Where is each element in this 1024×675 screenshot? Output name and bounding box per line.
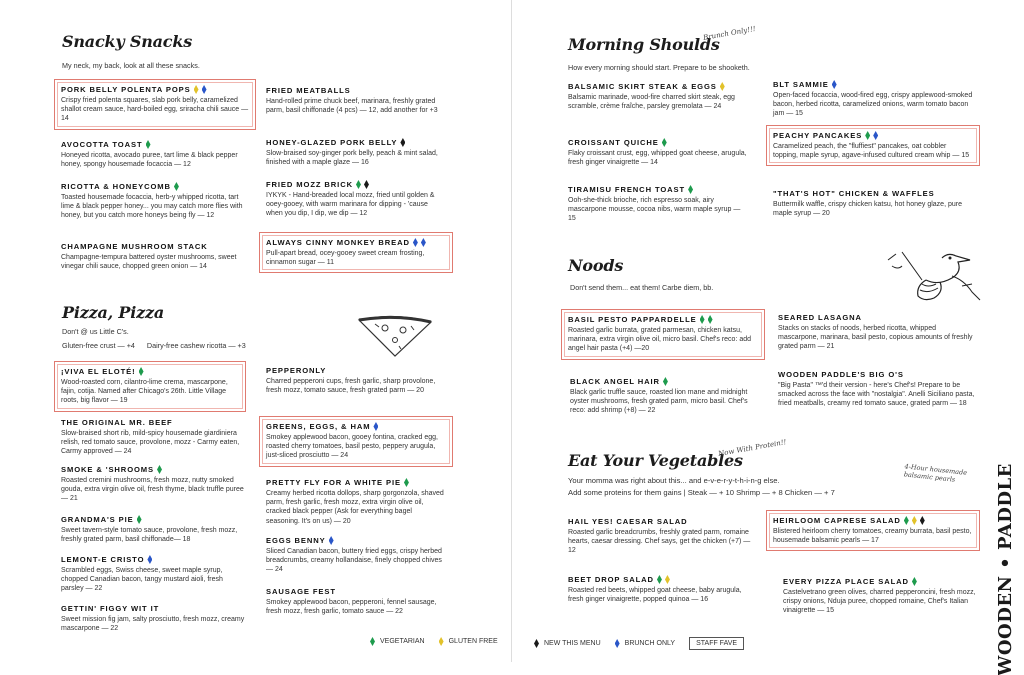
menu-item: GETTIN' FIGGY WIT IT Sweet mission fig jam, salty prosciutto, fresh mozz, creamy mascarpone — 22 [61, 604, 245, 633]
brunch-only-icon [147, 555, 152, 564]
vegetarian-icon [137, 515, 142, 524]
snacky-title: Snacky Snacks [62, 32, 193, 51]
menu-item: GREENS, EGGS, & HAM Smokey applewood bacon, gooey fontina, cracked egg, roasted cherry tomatoes, basil pesto, peppery arugula, just-sliced prosciutto — 24 [259, 416, 453, 467]
new-menu-icon [534, 639, 539, 648]
pizza-title: Pizza, Pizza [62, 303, 165, 322]
menu-item: FRIED MEATBALLS Hand-rolled prime chuck beef, marinara, freshly grated parm, basil chiffonade (4 pcs) — 12, add another for +3 [266, 86, 438, 115]
new-menu-icon [400, 138, 405, 147]
menu-item: BEET DROP SALAD Roasted red beets, whipped goat cheese, baby arugula, fresh ginger vinaigrette, popped quinoa — 16 [568, 575, 742, 604]
brunch-only-icon [202, 85, 207, 94]
gluten-free-icon [439, 637, 444, 646]
menu-item: BASIL PESTO PAPPARDELLE Roasted garlic burrata, grated parmesan, chicken katsu, marinara, extra virgin olive oil, micro basil. Chef's reco: add angel hair pasta (+4) —20 [561, 309, 765, 360]
brunch-only-icon [615, 639, 620, 648]
brunch-only-icon [421, 238, 426, 247]
noods-subtitle: Don't send them... eat them! Carbe diem, bb. [570, 283, 714, 292]
veg-proteins: Add some proteins for them gains | Steak — + 10 Shrimp — + 8 Chicken — + 7 [568, 488, 835, 497]
veg-subtitle: Your momma was right about this... and e-v-e-r-y-t-h-i-n-g else. [568, 476, 780, 485]
new-menu-icon [920, 516, 925, 525]
menu-item: ALWAYS CINNY MONKEY BREAD Pull-apart bread, ocey-gooey sweet cream frosting, cinnamon sugar — 11 [259, 232, 453, 273]
pizza-slice-icon [355, 312, 435, 358]
menu-item: HAIL YES! CAESAR SALAD Roasted garlic breadcrumbs, freshly grated parm, romaine hearts, caesar dressing. Chef says, get the chicken (+7) — 12 [568, 517, 751, 555]
menu-item: PRETTY FLY FOR A WHITE PIE Creamy herbed ricotta dollops, sharp gorgonzola, shaved parm, fresh garlic, fresh mozz, extra virgin olive oil, cracked black pepper (Ask for everything bagel seasoning. It's on us) — 20 [266, 478, 444, 525]
right-page [512, 0, 1024, 675]
vegetarian-icon [157, 465, 162, 474]
pizza-subtitle: Don't @ us Little C's. [62, 327, 129, 336]
menu-item: LEMONT-E CRISTO Scrambled eggs, Swiss cheese, sweet maple syrup, chopped Canadian bacon, tangy mustard aioli, fresh parsley — 22 [61, 555, 223, 593]
menu-item: HONEY-GLAZED PORK BELLY Slow-braised soy-ginger pork belly, peach & mint salad, finished with a maple glaze — 16 [266, 138, 438, 167]
vegetarian-icon [356, 180, 361, 189]
new-menu-icon [364, 180, 369, 189]
menu-item: PEACHY PANCAKES Caramelized peach, the "fluffiest" pancakes, oat cobbler topping, maple syrup, agave-infused cultured cream whip — 15 [766, 125, 980, 166]
brunch-only-icon [832, 80, 837, 89]
menu-item: TIRAMISU FRENCH TOAST Ooh-she-thick brioche, rich espresso soak, airy mascarpone mousse, cocoa nibs, warm maple syrup — 15 [568, 185, 741, 223]
vegetarian-icon [404, 478, 409, 487]
vegetarian-icon [688, 185, 693, 194]
menu-item: WOODEN PADDLE'S BIG O'S "Big Pasta" ™'d their version - here's Chef's! Prepare to be smacked across the face with "nostalgia". Anelli Siciliano pasta, fried meatballs, creamy red tomato sauce, grated parm — 18 [778, 370, 975, 408]
menu-item: PORK BELLY POLENTA POPS Crispy fried polenta squares, slab pork belly, caramelized shallot cream sauce, hard-boiled egg, sriracha chili sauce — 14 [54, 79, 256, 130]
legend-left: VEGETARIAN GLUTEN FREE [370, 637, 498, 646]
vegetarian-icon [657, 575, 662, 584]
protein-note: Now With Protein!! [717, 438, 787, 458]
menu-item: FRIED MOZZ BRICK IYKYK - Hand-breaded local mozz, fried until golden & ooey-gooey, with warm marinara for dipping - 'cause when you dip, I dip, we dip — 12 [266, 180, 435, 218]
vegetarian-icon [139, 367, 144, 376]
vegetarian-icon [865, 131, 870, 140]
menu-item: HEIRLOOM CAPRESE SALAD Blistered heirloom cherry tomatoes, creamy burrata, basil pesto, housemade balsamic pearls — 17 [766, 510, 980, 551]
morning-title: Morning Shoulds [568, 35, 720, 54]
menu-item: ¡VIVA EL ELOTÉ! Wood-roasted corn, cilantro-lime crema, mascarpone, fajin, cotija. Named after Chicago's 26th. Little Village roots, big flavor — 19 [54, 361, 246, 412]
left-page [0, 0, 512, 662]
brunch-note: Brunch Only!!! [702, 24, 757, 42]
menu-item: BLACK ANGEL HAIR Black garlic truffle sauce, roasted lion mane and midnight oyster mushrooms, fresh grated parm, micro basil. Chef's reco: add shrimp (+8) — 22 [570, 377, 748, 415]
vegetarian-icon [663, 377, 668, 386]
gluten-free-icon [912, 516, 917, 525]
legend-right: NEW THIS MENU BRUNCH ONLY STAFF FAVE [534, 637, 744, 650]
brunch-only-icon [413, 238, 418, 247]
menu-item: CHAMPAGNE MUSHROOM STACK Champagne-tempura battered oyster mushrooms, sweet vinegar chili sauce, chopped green onion — 14 [61, 242, 237, 271]
gluten-free-icon [194, 85, 199, 94]
noods-title: Noods [568, 256, 624, 275]
menu-item: SMOKE & 'SHROOMS Roasted cremini mushrooms, fresh mozz, nutty smoked gouda, extra virgin olive oil, fresh thyme, black truffle puree — 21 [61, 465, 244, 503]
gluten-free-icon [665, 575, 670, 584]
menu-item: AVOCOTTA TOAST Honeyed ricotta, avocado puree, tart lime & black pepper honey, spongy housemade focaccia — 12 [61, 140, 238, 169]
menu-item: EVERY PIZZA PLACE SALAD Castelvetrano green olives, charred pepperoncini, fresh mozz, crispy onions, Nduja puree, chopped romaine, Chef's Italian vinaigrette — 15 [783, 577, 976, 615]
veg-title: Eat Your Vegetables [568, 451, 743, 470]
brunch-only-icon [873, 131, 878, 140]
menu-item: GRANDMA'S PIE Sweet tavern-style tomato sauce, provolone, fresh mozz, freshly grated parm, basil chiffonade— 18 [61, 515, 238, 544]
vegetarian-icon [146, 140, 151, 149]
menu-item: EGGS BENNY Sliced Canadian bacon, buttery fried eggs, crispy herbed breadcrumbs, creamy hollandaise, finely chopped chives — 24 [266, 536, 442, 574]
vegetarian-icon [708, 315, 713, 324]
menu-item: THE ORIGINAL MR. BEEF Slow-braised short rib, mild-spicy housemade giardiniera relish, red tomato sauce, provolone, mozz - Carmy eaten, Carmy approved — 24 [61, 418, 240, 456]
menu-item: SEARED LASAGNA Stacks on stacks of noods, herbed ricotta, whipped mascarpone, marinara, basil pesto, copious amounts of freshly grated parm — 21 [778, 313, 973, 351]
menu-item: SAUSAGE FEST Smokey applewood bacon, pepperoni, fennel sausage, fresh mozz, fresh garlic, tomato sauce — 22 [266, 587, 437, 616]
menu-item: PEPPERONLY Charred pepperoni cups, fresh garlic, sharp provolone, fresh mozz, tomato sauce, fresh grated parm — 20 [266, 366, 436, 395]
vegetarian-icon [700, 315, 705, 324]
brunch-only-icon [329, 536, 334, 545]
vegetarian-icon [662, 138, 667, 147]
brunch-only-icon [373, 422, 378, 431]
gluten-free-icon [720, 82, 725, 91]
snacky-subtitle: My neck, my back, look at all these snacks. [62, 61, 200, 70]
menu-item: BLT SAMMIE Open-faced focaccia, wood-fired egg, crispy applewood-smoked bacon, herbed ricotta, caramelized onions, warm tomato bacon jam — 15 [773, 80, 973, 118]
menu-item: RICOTTA & HONEYCOMB Toasted housemade focaccia, herb-y whipped ricotta, tart lime & black pepper honey... you may catch more flies with honey, but you catch more honeys being fly — 12 [61, 182, 243, 220]
vegetarian-icon [912, 577, 917, 586]
morning-subtitle: How every morning should start. Prepare to be shooketh. [568, 63, 750, 72]
vegetarian-icon [370, 637, 375, 646]
menu-item: BALSAMIC SKIRT STEAK & EGGS Balsamic marinade, wood-fire charred skirt steak, egg scramble, crème fraîche, parsley gremolata — 24 [568, 82, 735, 111]
staff-fave-box: STAFF FAVE [689, 637, 744, 650]
pizza-options: Gluten-free crust — +4 Dairy-free cashew ricotta — +3 [62, 341, 246, 350]
menu-item: "THAT'S HOT" CHICKEN & WAFFLES Buttermilk waffle, crispy chicken katsu, hot honey glaze, pure maple syrup — 20 [773, 189, 962, 218]
brand-logo: WOODEN • PADDLE [994, 462, 1016, 675]
pasta-bird-illustration [882, 246, 992, 308]
balsamic-note: 4-Hour housemade balsamic pearls [903, 462, 968, 484]
vegetarian-icon [174, 182, 179, 191]
vegetarian-icon [904, 516, 909, 525]
menu-item: CROISSANT QUICHE Flaky croissant crust, egg, whipped goat cheese, arugula, fresh ginger vinaigrette — 14 [568, 138, 747, 167]
